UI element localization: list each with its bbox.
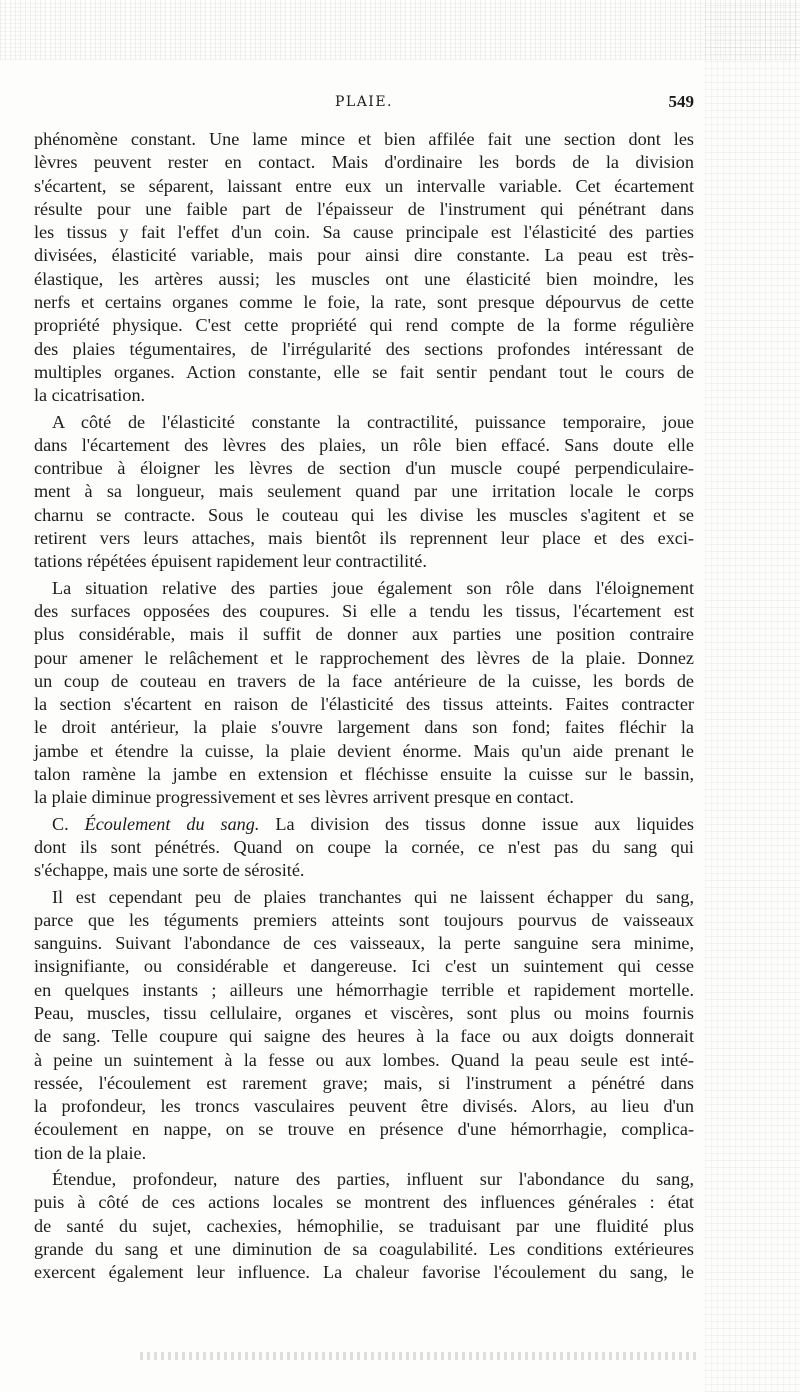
paragraph <box>34 886 694 1166</box>
text-line: jambe et étendre la cuisse, la plaie devient énorme. Mais qu'un aide prenant le <box>34 740 694 761</box>
section-heading: Écoulement du sang. <box>84 813 260 834</box>
text-line: les tissus y fait l'effet d'un coin. Sa cause principale est l'élasticité des parties <box>34 222 694 243</box>
text-line: ressée, l'écoulement est rarement grave; mais, si l'instrument a pénétré dans <box>34 1072 694 1093</box>
text-line: tion de la plaie. <box>34 1142 147 1163</box>
text-line: de santé du sujet, cachexies, hémophilie, se traduisant par une fluidité plus <box>34 1215 694 1236</box>
text-line: multiples organes. Action constante, elle se fait sentir pendant tout le cours de <box>34 361 694 382</box>
text-line: contribue à éloigner les lèvres de section d'un muscle coupé perpendiculaire- <box>34 458 694 479</box>
text-line: sanguins. Suivant l'abondance de ces vaisseaux, la perte sanguine sera minime, <box>34 933 694 954</box>
text-line: insignifiante, ou considérable et dangereuse. Ici c'est un suintement qui cesse <box>34 956 694 977</box>
paragraph <box>34 1168 694 1284</box>
scan-noise-right <box>705 0 800 1392</box>
text-line: en quelques instants ; ailleurs une hémorrhagie terrible et rapidement mortelle. <box>34 979 694 1000</box>
paragraph <box>34 411 694 574</box>
text-line: Étendue, profondeur, nature des parties, influent sur l'abondance du sang, <box>52 1169 694 1190</box>
text-line: divisées, élasticité variable, mais pour ainsi dire constante. La peau est très- <box>34 245 694 266</box>
text-line-content: La division des tissus donne issue aux liquides <box>259 813 694 834</box>
text-line: La situation relative des parties joue également son rôle dans l'éloignement <box>52 577 694 598</box>
text-line: talon ramène la jambe en extension et fléchisse ensuite la cuisse sur le bassin, <box>34 764 694 785</box>
text-line: pour amener le relâchement et le rapprochement des lèvres de la plaie. Donnez <box>34 647 694 668</box>
paragraph <box>34 577 694 810</box>
text-line: dont ils sont pénétrés. Quand on coupe la cornée, ce n'est pas du sang qui <box>34 836 694 857</box>
text-line: écoulement en nappe, on se trouve en présence d'une hémorrhagie, complica- <box>34 1119 694 1140</box>
text-line: exercent également leur influence. La chaleur favorise l'écoulement du sang, le <box>34 1262 694 1283</box>
text-line: lèvres peuvent rester en contact. Mais d'ordinaire les bords de la division <box>34 152 694 173</box>
text-line: plus considérable, mais il suffit de donner aux parties une position contraire <box>34 624 694 645</box>
text-line: s'écartent, se séparent, laissant entre eux un intervalle variable. Cet écartement <box>34 175 694 196</box>
text-line: de sang. Telle coupure qui saigne des heures à la face ou aux doigts donnerait <box>34 1026 694 1047</box>
text-line <box>34 813 694 836</box>
paragraph <box>34 128 694 408</box>
text-line: Il est cependant peu de plaies tranchantes qui ne laissent échapper du sang, <box>52 886 694 907</box>
text-line: Peau, muscles, tissu cellulaire, organes et viscères, sont plus ou moins fournis <box>34 1002 694 1023</box>
running-title: PLAIE. <box>334 94 394 110</box>
text-line: ment à sa longueur, mais seulement quand par une irritation locale le corps <box>34 481 694 502</box>
text-line: la section s'écartent en raison de l'élasticité des tissus atteints. Faites contracter <box>34 694 694 715</box>
text-line: propriété physique. C'est cette propriété qui rend compte de la forme régulière <box>34 315 694 336</box>
text-line: retirent vers leurs attaches, mais bientôt ils reprennent leur place et des exci- <box>34 528 694 549</box>
text-line: charnu se contracte. Sous le couteau qui les divise les muscles s'agitent et se <box>34 504 694 525</box>
body-text <box>34 128 694 1288</box>
text-line: des surfaces opposées des coupures. Si elle a tendu les tissus, l'écartement est <box>34 600 694 621</box>
text-line: dans l'écartement des lèvres des plaies, un rôle bien effacé. Sans doute elle <box>34 434 694 455</box>
text-line: nerfs et certains organes comme le foie, la rate, sont presque dépourvus de cette <box>34 292 694 313</box>
text-line: à peine un suintement à la fesse ou aux lombes. Quand la peau seule est inté- <box>34 1049 694 1070</box>
text-line: résulte pour une faible part de l'épaisseur de l'instrument qui pénétrant dans <box>34 198 694 219</box>
text-line: grande du sang et une diminution de sa coagulabilité. Les conditions extérieures <box>34 1238 694 1259</box>
text-line: puis à côté de ces actions locales se montrent des influences générales : état <box>34 1192 694 1213</box>
text-line: s'échappe, mais une sorte de sérosité. <box>34 860 305 881</box>
text-line: le droit antérieur, la plaie s'ouvre largement dans son fond; faites fléchir la <box>34 717 694 738</box>
text-line: la cicatrisation. <box>34 385 146 406</box>
text-line: A côté de l'élasticité constante la contractilité, puissance temporaire, joue <box>52 411 694 432</box>
text-line: tations répétées épuisent rapidement leur contractilité. <box>34 551 427 572</box>
running-head <box>34 92 694 116</box>
text-line: la plaie diminue progressivement et ses lèvres arrivent presque en contact. <box>34 787 574 808</box>
page-number: 549 <box>668 92 694 111</box>
scan-noise-top <box>0 0 800 60</box>
text-line: élastique, les artères aussi; les muscles ont une élasticité bien moindre, les <box>34 268 694 289</box>
scan-noise-bottom <box>140 1352 700 1360</box>
text-line: phénomène constant. Une lame mince et bien affilée fait une section dont les <box>34 129 694 149</box>
section-label: C. <box>52 813 85 834</box>
text-line: la profondeur, les troncs vasculaires peuvent être divisés. Alors, au lieu d'un <box>34 1096 694 1117</box>
paragraph-gap <box>34 1285 694 1288</box>
text-line: un coup de couteau en travers de la face antérieure de la cuisse, les bords de <box>34 670 694 691</box>
text-line: des plaies tégumentaires, de l'irrégularité des sections profondes intéressant de <box>34 338 694 359</box>
paragraph <box>34 813 694 883</box>
text-line: parce que les téguments premiers atteints sont toujours pourvus de vaisseaux <box>34 909 694 930</box>
